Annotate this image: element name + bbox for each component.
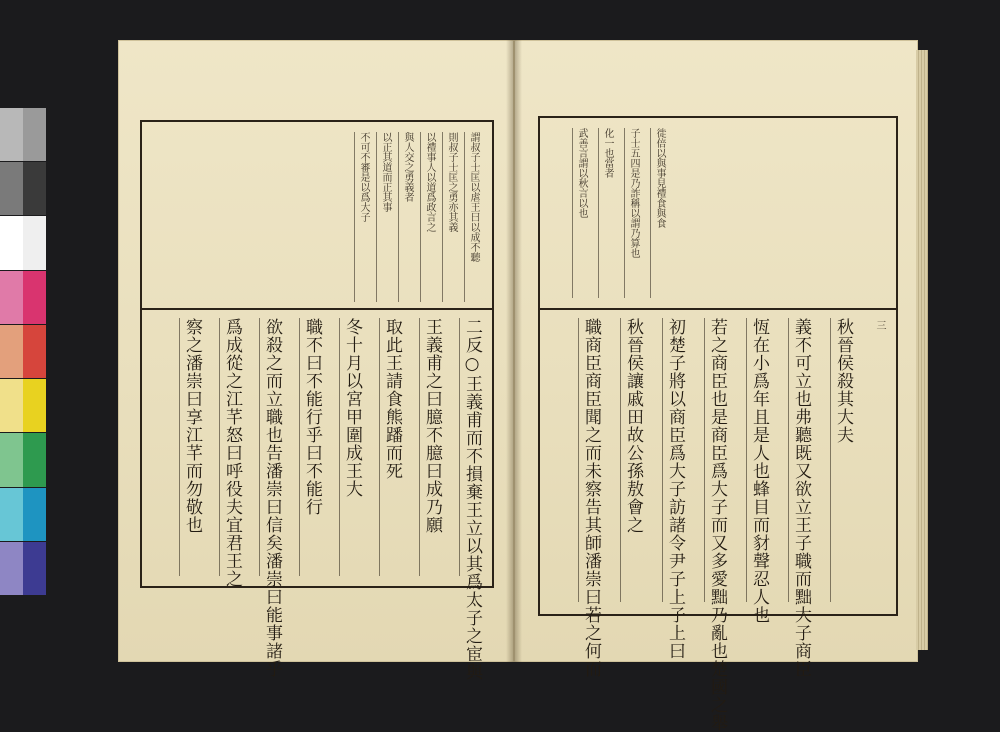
column-rule [704,318,705,602]
text-column: 恆在小爲年且是人也蜂目而豺聲忍人也 [749,318,769,624]
page-number: 三 [874,320,885,330]
column-rule [788,318,789,602]
color-swatch [0,108,23,161]
color-calibration-strip [0,108,46,596]
column-rule [442,132,443,302]
commentary-column: 謂叔子士匡以虐王曰以成不聽 [468,132,479,262]
column-rule [379,318,380,576]
color-swatch [23,271,46,324]
color-swatch [23,488,46,541]
column-rule [299,318,300,576]
column-rule [398,132,399,302]
column-rule [179,318,180,576]
commentary-column: 武善言謂以秋言以也 [576,128,587,218]
column-rule [419,318,420,576]
text-column: 取此王請食熊蹯而死 [382,318,402,480]
text-column: 職不曰不能行乎曰不能行 [302,318,322,516]
commentary-column: 以禮事人以道爲政言之 [424,132,435,232]
text-column: 察之潘崇曰享江芊而勿敬也 [182,318,202,534]
text-column: 二反○王義甫而不損棄王立以其爲太子之宦與 [462,318,482,681]
color-swatch [0,271,23,324]
column-rule [354,132,355,302]
text-column: 爲成從之江芊怒曰呼役夫宜君王之 [222,318,242,588]
commentary-column: 徙倍以與事見禮食與食 [654,128,665,228]
text-column: 冬十月以宮甲圍成王大 [342,318,362,498]
column-rule [620,318,621,602]
color-swatch [0,162,23,215]
commentary-column: 與人交之勇義者 [402,132,413,202]
column-rule [624,128,625,298]
color-swatch [23,325,46,378]
text-column: 義不可立也弗聽既又欲立王子職而黜大子商臣 [791,318,811,678]
commentary-column: 化一也當者 [602,128,613,178]
color-swatch [23,542,46,595]
column-rule [459,318,460,576]
column-rule [746,318,747,602]
color-swatch [23,433,46,486]
commentary-column: 則叔子士匡之勇亦其義 [446,132,457,232]
column-rule [339,318,340,576]
page-edges [916,50,928,650]
color-swatch [0,433,23,486]
column-rule [219,318,220,576]
color-swatch [0,542,23,595]
text-column: 若之商臣也是商臣爲大子而又多愛黜乃亂也楚國之舉 [707,318,727,732]
column-rule [464,132,465,302]
color-swatch [0,325,23,378]
left-page [118,40,514,681]
column-rule [830,318,831,602]
column-rule [376,132,377,302]
color-swatch [0,216,23,269]
color-swatch [23,216,46,269]
column-rule [578,318,579,602]
column-rule [662,318,663,602]
commentary-column: 子士五四是乃詐稱以謂乃算也 [628,128,639,258]
text-column: 初楚子將以商臣爲大子訪諸令尹子上子上曰 [665,318,685,660]
column-rule [259,318,260,576]
right-page-divider [538,308,896,310]
text-column: 職商臣商臣聞之而未察告其師潘崇曰若之何而 [581,318,601,678]
color-swatch [0,379,23,432]
commentary-column: 不可不審是以爲大子 [358,132,369,222]
column-rule [572,128,573,298]
commentary-column: 以正其道而正其事 [380,132,391,212]
left-page-divider [140,308,492,310]
open-book [118,40,918,732]
text-column: 王義甫之曰臆不臆曰成乃願 [422,318,442,534]
text-column: 秋晉侯讓戚田故公孫敖會之 [623,318,643,534]
color-swatch [0,488,23,541]
color-swatch [23,108,46,161]
color-swatch [23,162,46,215]
text-column: 秋晉侯殺其大夫 [833,318,853,444]
right-page [514,40,918,732]
column-rule [420,132,421,302]
color-swatch [23,379,46,432]
column-rule [650,128,651,298]
column-rule [598,128,599,298]
book-gutter [506,40,522,662]
text-column: 欲殺之而立職也告潘崇曰信矣潘崇曰能事諸乎 [262,318,282,678]
